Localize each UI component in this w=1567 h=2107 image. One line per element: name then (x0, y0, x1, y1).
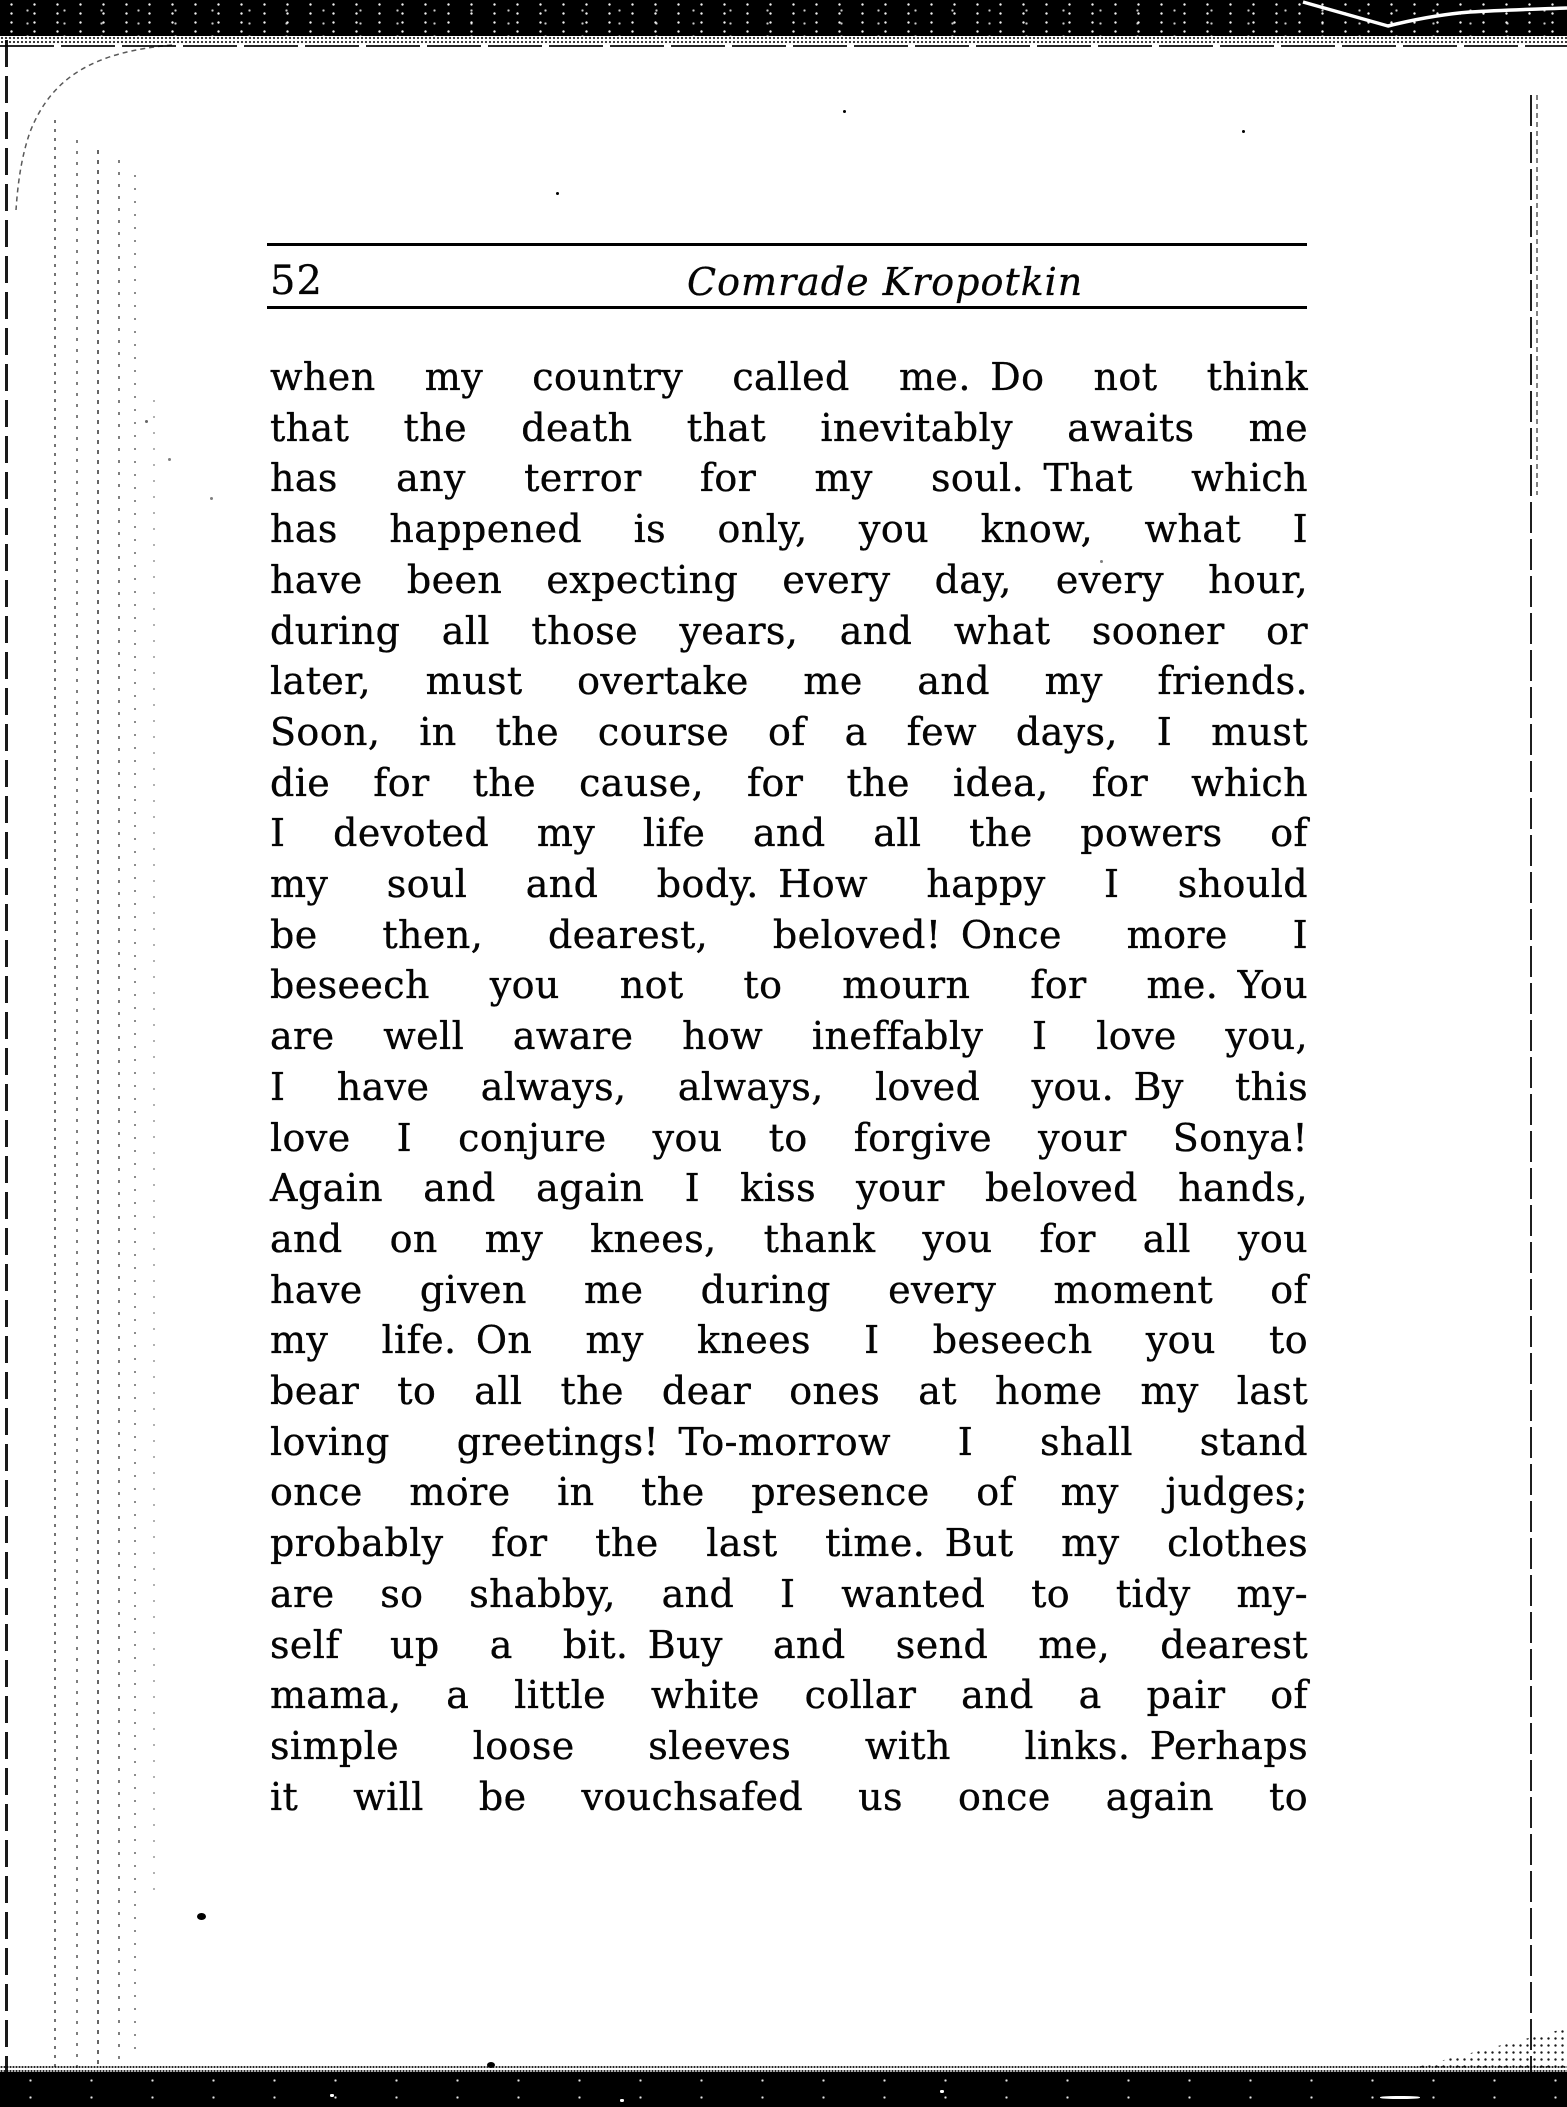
scan-streak-left (97, 150, 99, 2068)
ink-speck (843, 110, 846, 113)
scan-white-speck (1380, 2096, 1420, 2099)
ink-speck (145, 420, 148, 423)
scan-white-speck (330, 2094, 334, 2097)
text-line: are well aware how ineffably I love you, (270, 1014, 1308, 1059)
text-line: simple loose sleeves with links. Perhaps (270, 1723, 1308, 1768)
ink-speck (556, 192, 559, 195)
header-rule-bottom (267, 306, 1307, 309)
running-title: Comrade Kropotkin (687, 260, 1084, 304)
text-line: loving greetings! To-morrow I shall stand (270, 1419, 1308, 1464)
text-line: once more in the presence of my judges; (270, 1470, 1308, 1515)
text-line: self up a bit. Buy and send me, dearest (270, 1622, 1308, 1667)
ink-speck (487, 2062, 495, 2068)
page-number: 52 (270, 258, 323, 304)
scan-streak-right (1536, 95, 1538, 495)
scan-noise-top-dither (0, 36, 1567, 44)
text-line: I devoted my life and all the powers of (270, 811, 1308, 856)
text-line: die for the cause, for the idea, for which (270, 760, 1308, 805)
text-line: bear to all the dear ones at home my last (270, 1369, 1308, 1414)
text-line: has any terror for my soul. That which (270, 456, 1308, 501)
ink-speck (210, 497, 213, 500)
text-line: beseech you not to mourn for me. You (270, 963, 1308, 1008)
text-line: be then, dearest, beloved! Once more I (270, 912, 1308, 957)
scan-white-speck (620, 2099, 624, 2102)
ink-speck (168, 458, 171, 461)
text-line: Again and again I kiss your beloved hands, (270, 1166, 1308, 1211)
text-line: later, must overtake me and my friends. (270, 659, 1308, 704)
text-line: has happened is only, you know, what I (270, 507, 1308, 552)
text-line: that the death that inevitably awaits me (270, 405, 1308, 450)
page-header (267, 252, 1307, 304)
ink-speck (1242, 130, 1245, 133)
text-line: and on my knees, thank you for all you (270, 1216, 1308, 1261)
scan-white-speck (940, 2090, 944, 2093)
header-rule-top (267, 243, 1307, 246)
text-line: I have always, always, loved you. By this (270, 1064, 1308, 1109)
text-line: it will be vouchsafed us once again to (270, 1774, 1308, 1819)
scan-noise-top-band (0, 0, 1567, 36)
scan-streak-left-edge (5, 40, 8, 2072)
scan-streak-left (134, 175, 136, 2060)
text-line: probably for the last time. But my clothes (270, 1521, 1308, 1566)
text-line: love I conjure you to forgive your Sonya! (270, 1115, 1308, 1160)
text-line: have been expecting every day, every hour, (270, 557, 1308, 602)
scan-streak-left (153, 400, 155, 1900)
scan-streak-right-page-edge (1530, 95, 1532, 2072)
scan-streak-left (76, 140, 78, 2070)
scan-noise-top-line (0, 45, 1567, 47)
text-line: are so shabby, and I wanted to tidy my- (270, 1571, 1308, 1616)
text-line: have given me during every moment of (270, 1267, 1308, 1312)
text-line: my soul and body. How happy I should (270, 862, 1308, 907)
text-line: mama, a little white collar and a pair of (270, 1673, 1308, 1718)
text-line: my life. On my knees I beseech you to (270, 1318, 1308, 1363)
text-line: when my country called me. Do not think (270, 355, 1308, 399)
ink-speck (197, 1913, 206, 1920)
text-line: during all those years, and what sooner or (270, 608, 1308, 653)
scan-streak-left (118, 160, 120, 2065)
scan-streak-left (54, 120, 56, 2070)
scan-noise-bottom-band (0, 2072, 1567, 2107)
text-line: Soon, in the course of a few days, I must (270, 709, 1308, 754)
page-body-text (270, 352, 1308, 1822)
